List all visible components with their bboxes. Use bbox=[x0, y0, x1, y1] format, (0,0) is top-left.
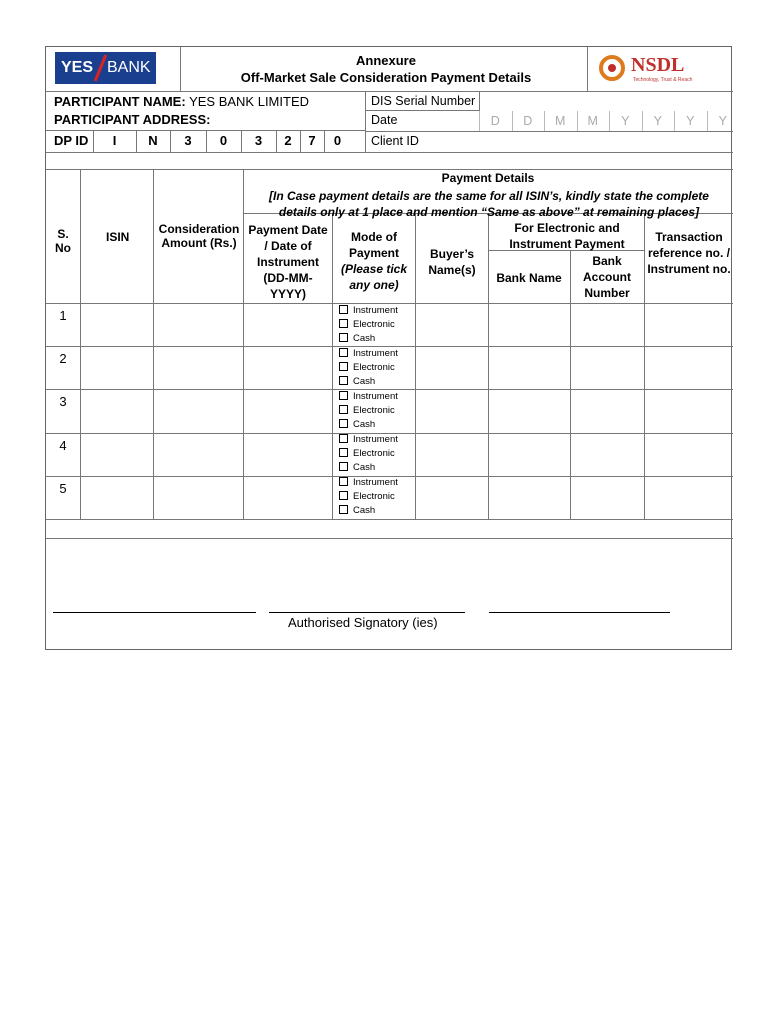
option-label-instrument: Instrument bbox=[353, 347, 398, 359]
option-label-electronic: Electronic bbox=[353, 404, 395, 416]
checkbox-electronic[interactable] bbox=[339, 405, 348, 414]
date-box[interactable]: Y bbox=[621, 114, 630, 128]
dp-id-digit[interactable]: 0 bbox=[219, 133, 228, 148]
nsdl-tagline: Technology, Trust & Reach bbox=[633, 77, 693, 83]
table-row-number: 2 bbox=[59, 351, 67, 367]
checkbox-electronic[interactable] bbox=[339, 362, 348, 371]
checkbox-instrument[interactable] bbox=[339, 434, 348, 443]
dp-id-digit[interactable]: 2 bbox=[284, 133, 292, 148]
date-box[interactable]: D bbox=[523, 114, 533, 128]
option-label-instrument: Instrument bbox=[353, 390, 398, 402]
date-box[interactable]: M bbox=[555, 114, 566, 128]
col-header-bank-account: Bank Account Number bbox=[583, 254, 631, 300]
checkbox-cash[interactable] bbox=[339, 505, 348, 514]
option-label-cash: Cash bbox=[353, 505, 376, 517]
dp-id-digit[interactable]: I bbox=[112, 133, 117, 148]
nsdl-logo bbox=[599, 52, 709, 88]
checkbox-electronic[interactable] bbox=[339, 491, 348, 500]
table-row-number: 4 bbox=[59, 437, 67, 453]
col-header-mode-hint: (Please tick any one) bbox=[340, 262, 408, 292]
date-box[interactable]: Y bbox=[718, 114, 727, 128]
col-header-electronic: For Electronic and Instrument Payment bbox=[509, 221, 625, 251]
checkbox-instrument[interactable] bbox=[339, 305, 348, 314]
date-box[interactable]: D bbox=[490, 114, 500, 128]
yes-bank-logo-slash bbox=[94, 54, 107, 81]
col-header-payment-date: Payment Date / Date of Instrument (DD-MM-YYYY) bbox=[248, 223, 328, 301]
signature-line-3[interactable] bbox=[489, 612, 670, 613]
checkbox-cash[interactable] bbox=[339, 419, 348, 428]
form-title-line1: Annexure bbox=[356, 53, 416, 68]
option-label-cash: Cash bbox=[353, 332, 376, 344]
dp-id-digit[interactable]: 3 bbox=[254, 133, 263, 148]
dp-id-label: DP ID bbox=[54, 133, 89, 148]
table-row-number: 5 bbox=[59, 480, 67, 496]
option-label-electronic: Electronic bbox=[353, 491, 395, 503]
payment-details-note: [In Case payment details are the same for all ISIN’s, kindly state the complete details only at 1 place and mention “Same as above” at remaining places] bbox=[269, 189, 709, 219]
checkbox-cash[interactable] bbox=[339, 376, 348, 385]
table-row-number: 3 bbox=[59, 394, 67, 410]
option-label-cash: Cash bbox=[353, 375, 376, 387]
col-header-bank-name: Bank Name bbox=[496, 271, 562, 285]
participant-name bbox=[54, 95, 309, 109]
option-label-instrument: Instrument bbox=[353, 434, 398, 446]
client-id-label: Client ID bbox=[371, 134, 419, 148]
option-label-cash: Cash bbox=[353, 462, 376, 474]
checkbox-cash[interactable] bbox=[339, 462, 348, 471]
checkbox-cash[interactable] bbox=[339, 333, 348, 342]
participant-address-label: PARTICIPANT ADDRESS: bbox=[54, 112, 211, 127]
participant-name-label: PARTICIPANT NAME: bbox=[54, 94, 186, 109]
col-header-transaction-ref: Transaction reference no. / Instrument no. bbox=[647, 230, 731, 276]
signature-line-2[interactable] bbox=[269, 612, 465, 613]
option-label-electronic: Electronic bbox=[353, 361, 395, 373]
date-label: Date bbox=[371, 113, 398, 127]
checkbox-instrument[interactable] bbox=[339, 391, 348, 400]
checkbox-instrument[interactable] bbox=[339, 348, 348, 357]
signature-line-1[interactable] bbox=[53, 612, 256, 613]
nsdl-emblem-icon bbox=[599, 55, 627, 81]
col-header-amount: Consideration Amount (Rs.) bbox=[158, 222, 240, 250]
payment-details-title: Payment Details bbox=[441, 171, 535, 185]
dp-id-digit[interactable]: 7 bbox=[308, 133, 316, 148]
dp-id-digit[interactable]: 0 bbox=[333, 133, 342, 148]
yes-bank-logo-bank: BANK bbox=[107, 59, 151, 76]
yes-bank-logo bbox=[55, 52, 156, 84]
date-box[interactable]: Y bbox=[686, 114, 695, 128]
option-label-instrument: Instrument bbox=[353, 304, 398, 316]
option-label-electronic: Electronic bbox=[353, 448, 395, 460]
col-header-isin: ISIN bbox=[106, 230, 130, 244]
col-header-mode bbox=[336, 229, 412, 293]
checkbox-instrument[interactable] bbox=[339, 477, 348, 486]
checkbox-electronic[interactable] bbox=[339, 448, 348, 457]
dis-serial-label: DIS Serial Number bbox=[371, 94, 476, 108]
checkbox-electronic[interactable] bbox=[339, 319, 348, 328]
nsdl-logo-text: NSDL bbox=[631, 54, 685, 76]
yes-bank-logo-yes: YES bbox=[61, 59, 94, 76]
option-label-cash: Cash bbox=[353, 418, 376, 430]
date-box[interactable]: M bbox=[587, 114, 598, 128]
col-header-mode-label: Mode of Payment bbox=[348, 230, 400, 260]
date-box[interactable]: Y bbox=[653, 114, 662, 128]
col-header-buyer: Buyer’s Name(s) bbox=[428, 247, 476, 277]
authorised-signatory-label: Authorised Signatory (ies) bbox=[288, 615, 438, 630]
option-label-electronic: Electronic bbox=[353, 318, 395, 330]
form-title-line2: Off-Market Sale Consideration Payment Details bbox=[240, 70, 532, 85]
dp-id-digit[interactable]: N bbox=[148, 133, 158, 148]
participant-name-value: YES BANK LIMITED bbox=[189, 94, 309, 109]
payment-details-form bbox=[45, 46, 732, 650]
table-row-number: 1 bbox=[59, 308, 67, 323]
dp-id-digit[interactable]: 3 bbox=[184, 133, 192, 148]
option-label-instrument: Instrument bbox=[353, 477, 398, 489]
col-header-sno: S. No bbox=[55, 227, 71, 255]
